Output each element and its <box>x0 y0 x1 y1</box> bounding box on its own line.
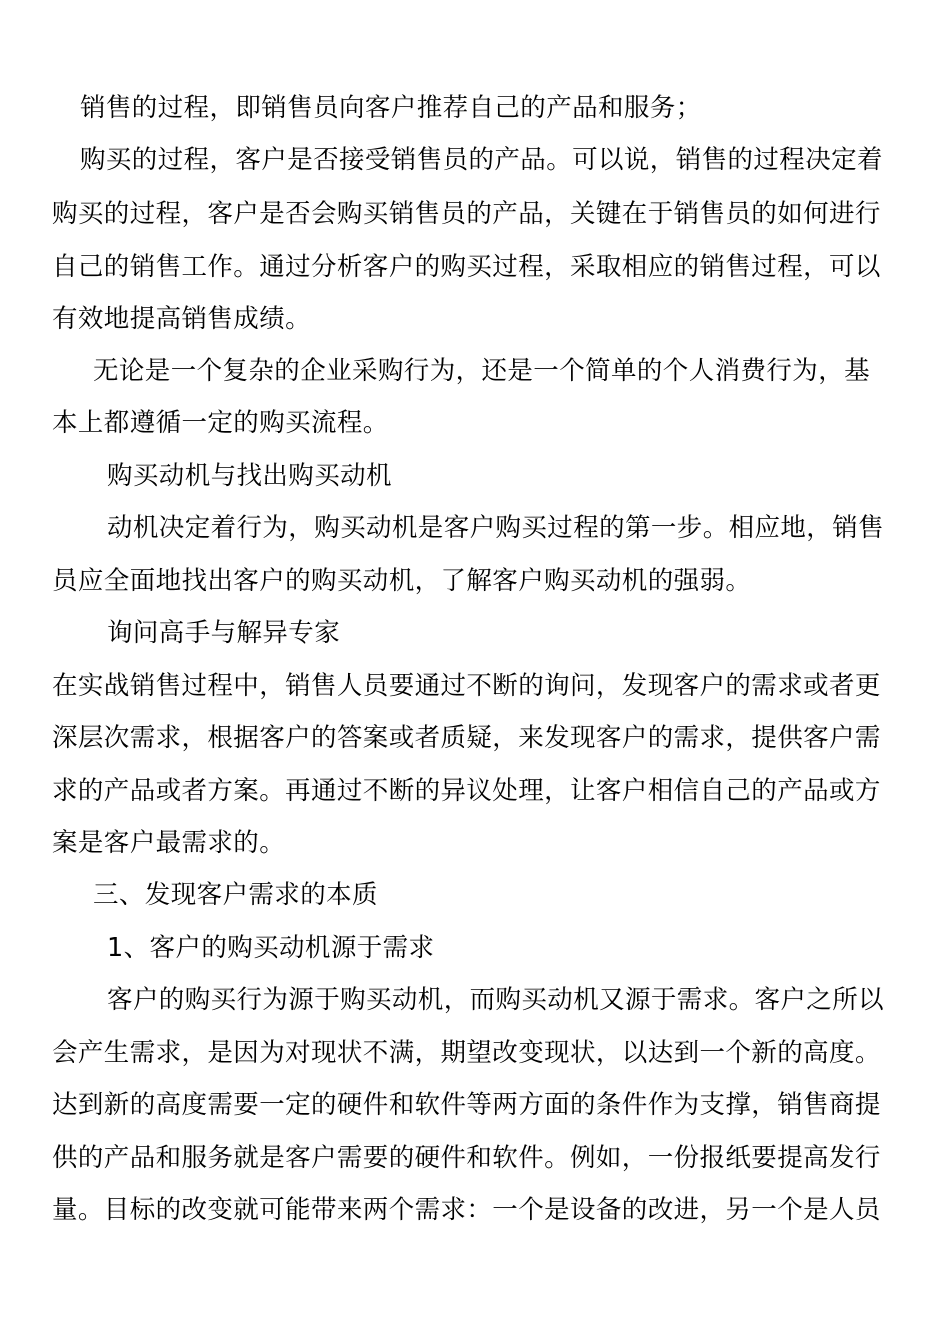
paragraph-line: 有效地提高销售成绩。 <box>52 304 312 334</box>
section-heading: 询问高手与解异专家 <box>107 618 341 648</box>
paragraph-line: 会产生需求，是因为对现状不满，期望改变现状，以达到一个新的高度。 <box>52 1038 881 1068</box>
paragraph-line: 供的产品和服务就是客户需要的硬件和软件。例如，一份报纸要提高发行 <box>52 1143 881 1173</box>
paragraph-line: 客户的购买行为源于购买动机，而购买动机又源于需求。客户之所以 <box>107 985 885 1015</box>
section-heading: 三、发现客户需求的本质 <box>93 880 378 910</box>
paragraph-line: 销售的过程，即销售员向客户推荐自己的产品和服务； <box>80 93 702 123</box>
paragraph-line: 量。目标的改变就可能带来两个需求：一个是设备的改进，另一个是人员 <box>52 1195 881 1225</box>
paragraph-line: 自己的销售工作。通过分析客户的购买过程，采取相应的销售过程，可以 <box>52 252 881 282</box>
paragraph-line: 求的产品或者方案。再通过不断的异议处理，让客户相信自己的产品或方 <box>52 776 881 806</box>
paragraph-line: 员应全面地找出客户的购买动机，了解客户购买动机的强弱。 <box>52 566 752 596</box>
paragraph-line: 无论是一个复杂的企业采购行为，还是一个简单的个人消费行为，基 <box>93 356 871 386</box>
paragraph-line: 本上都遵循一定的购买流程。 <box>52 408 389 438</box>
subsection-heading: 1、客户的购买动机源于需求 <box>107 933 435 963</box>
paragraph-line: 在实战销售过程中，销售人员要通过不断的询问，发现客户的需求或者更 <box>52 671 881 701</box>
section-heading: 购买动机与找出购买动机 <box>107 461 392 491</box>
paragraph-line: 购买的过程，客户是否接受销售员的产品。可以说，销售的过程决定着 <box>80 145 883 175</box>
paragraph-line: 案是客户最需求的。 <box>52 828 286 858</box>
paragraph-line: 达到新的高度需要一定的硬件和软件等两方面的条件作为支撑，销售商提 <box>52 1090 881 1120</box>
paragraph-line: 深层次需求，根据客户的答案或者质疑，来发现客户的需求，提供客户需 <box>52 723 881 753</box>
paragraph-line: 动机决定着行为，购买动机是客户购买过程的第一步。相应地，销售 <box>107 513 885 543</box>
paragraph-line: 购买的过程，客户是否会购买销售员的产品，关键在于销售员的如何进行 <box>52 199 881 229</box>
